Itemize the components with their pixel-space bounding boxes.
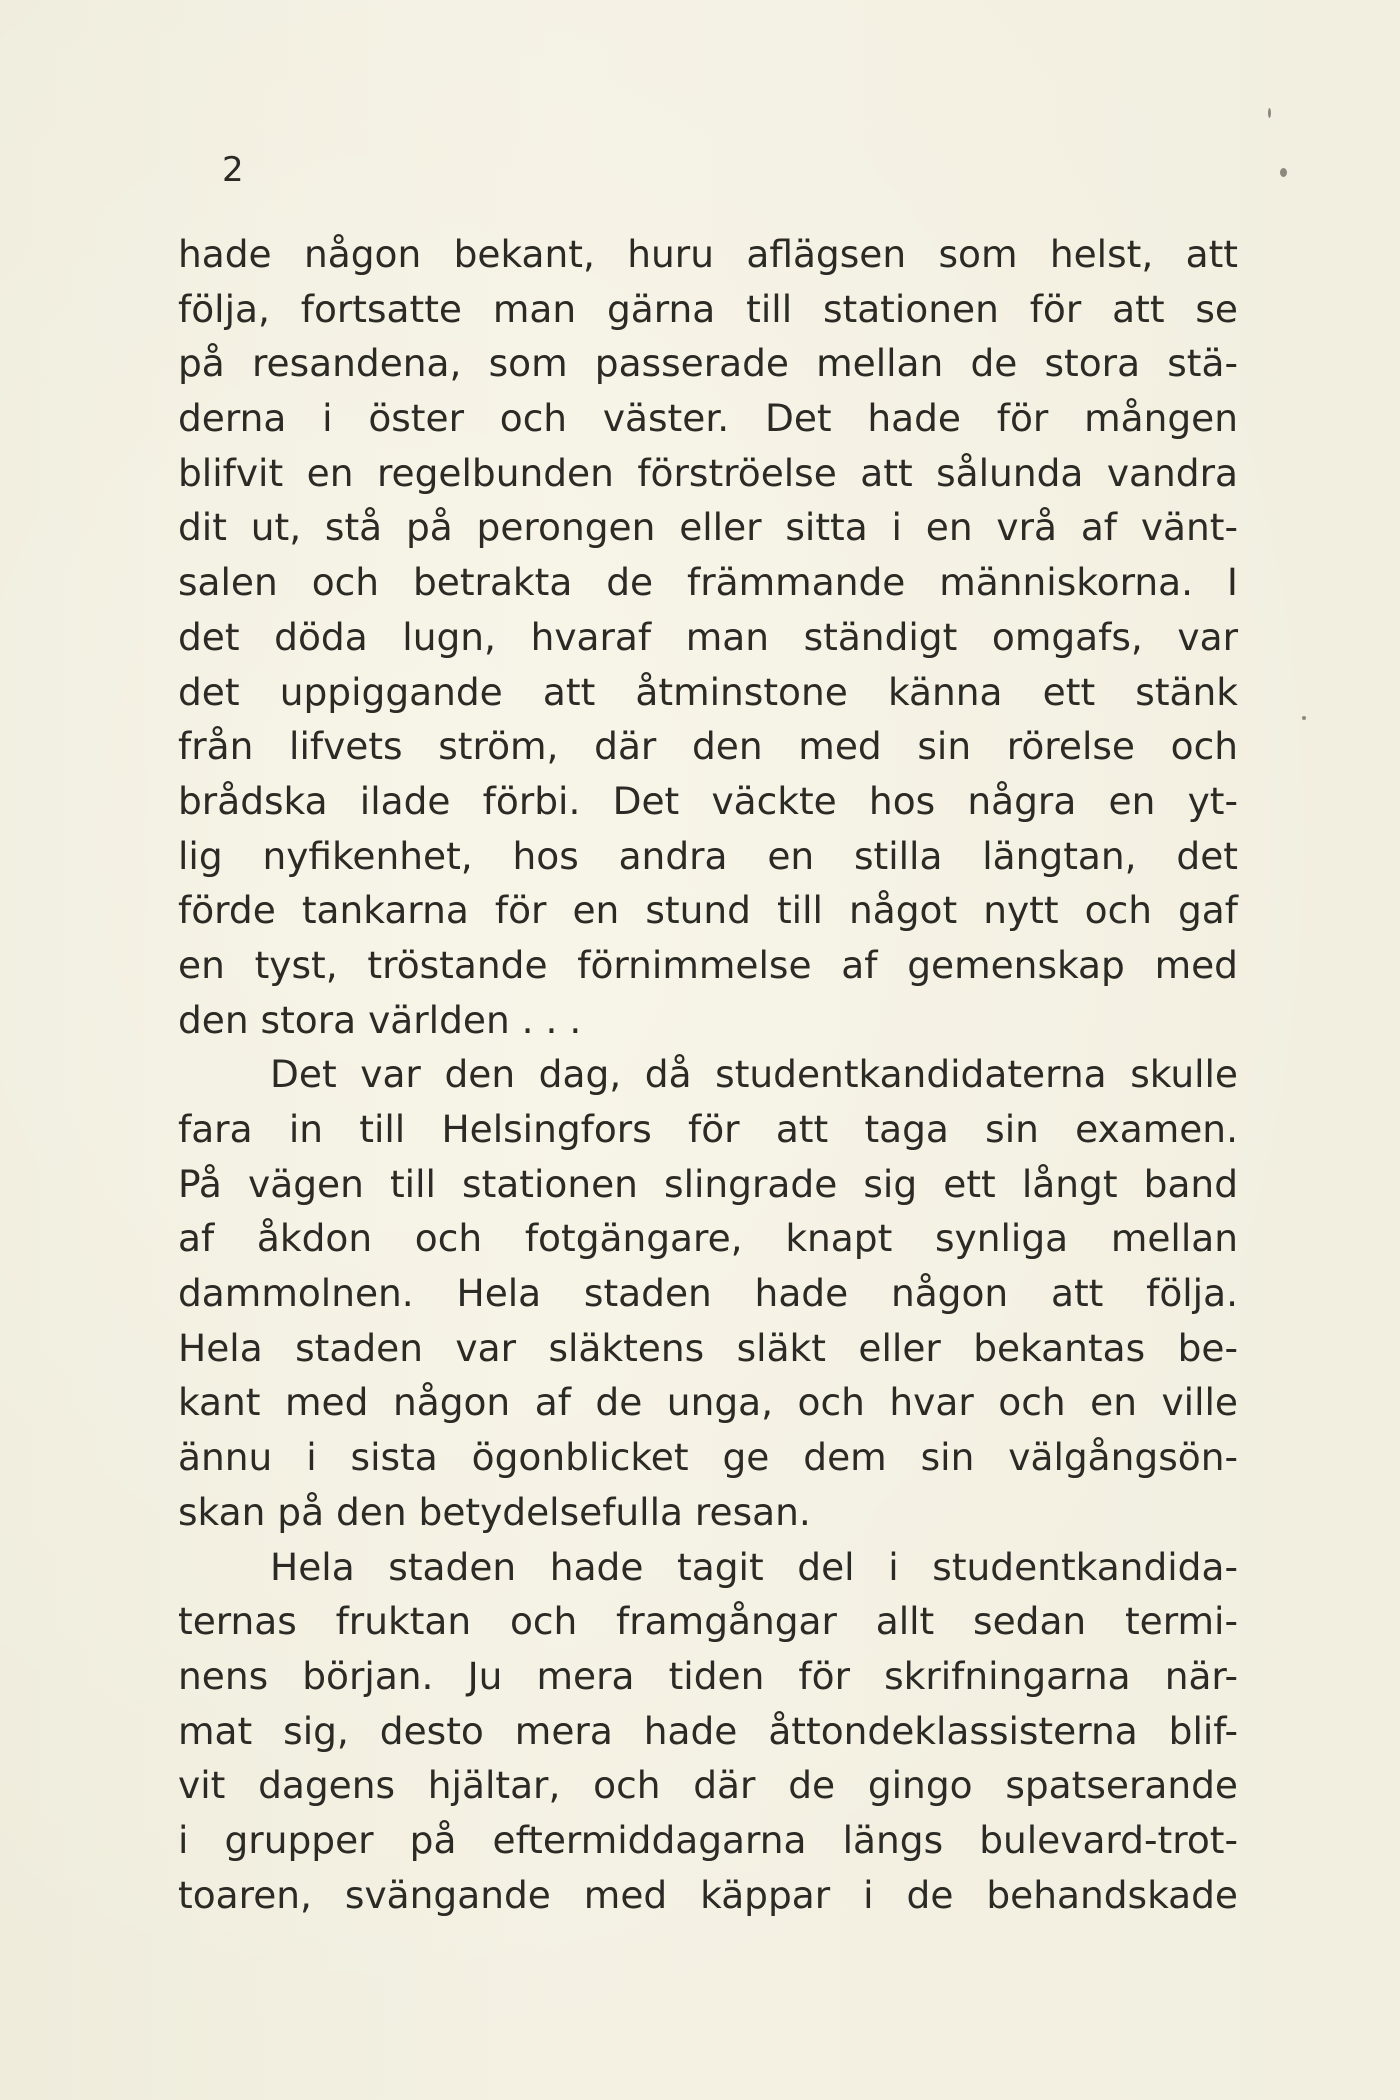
text-line: ännu i sista ögonblicket ge dem sin välgångsön- <box>178 1435 1238 1480</box>
text-line: toaren, svängande med käppar i de behandskade <box>178 1872 1238 1917</box>
text-line: det döda lugn, hvaraf man ständigt omgafs, var <box>178 614 1238 659</box>
text-line: blifvit en regelbunden förströelse att sålunda vandra <box>178 450 1238 495</box>
text-line: den stora världen . . . <box>178 997 582 1042</box>
text-line: följa, fortsatte man gärna till stationen för att se <box>178 286 1238 331</box>
text-line: i grupper på eftermiddagarna längs bulevard-trot- <box>178 1817 1238 1862</box>
text-line: Hela staden hade tagit del i studentkandida- <box>270 1544 1238 1589</box>
text-line: hade någon bekant, huru aflägsen som helst, att <box>178 232 1238 276</box>
text-line: På vägen till stationen slingrade sig ett långt band <box>178 1161 1238 1206</box>
text-line: derna i öster och väster. Det hade för mången <box>178 396 1238 441</box>
text-line: af åkdon och fotgängare, knapt synliga mellan <box>178 1216 1238 1261</box>
text-line: vit dagens hjältar, och där de gingo spatserande <box>178 1763 1238 1808</box>
text-line: dit ut, stå på perongen eller sitta i en vrå af vänt- <box>178 505 1238 550</box>
text-line: salen och betrakta de främmande människorna. I <box>178 560 1238 605</box>
text-line: förde tankarna för en stund till något nytt och gaf <box>178 888 1238 933</box>
paper-speck <box>1280 168 1287 177</box>
text-line: kant med någon af de unga, och hvar och en ville <box>178 1380 1238 1425</box>
text-line: lig nyfikenhet, hos andra en stilla längtan, det <box>178 833 1238 878</box>
text-line: från lifvets ström, där den med sin rörelse och <box>178 724 1238 769</box>
paper-speck <box>1302 716 1306 720</box>
text-line: mat sig, desto mera hade åttondeklassisterna blif- <box>178 1708 1238 1753</box>
page-number: 2 <box>222 150 244 190</box>
text-line: nens början. Ju mera tiden för skrifningarna när- <box>178 1653 1238 1698</box>
text-line: Hela staden var släktens släkt eller bekantas be- <box>178 1325 1238 1370</box>
text-line: skan på den betydelsefulla resan. <box>178 1489 811 1534</box>
text-line: på resandena, som passerade mellan de stora stä- <box>178 341 1238 386</box>
text-line: fara in till Helsingfors för att taga sin examen. <box>178 1107 1238 1151</box>
text-line: en tyst, tröstande förnimmelse af gemenskap med <box>178 942 1238 987</box>
text-line: brådska ilade förbi. Det väckte hos några en yt- <box>178 778 1238 823</box>
text-line: det uppiggande att åtminstone känna ett stänk <box>178 669 1238 714</box>
text-line: dammolnen. Hela staden hade någon att följa. <box>178 1271 1238 1316</box>
text-line: ternas fruktan och framgångar allt sedan termi- <box>178 1599 1238 1644</box>
paper-speck <box>1268 108 1271 118</box>
body-text <box>178 227 1238 1922</box>
text-line: Det var den dag, då studentkandidaterna skulle <box>270 1052 1238 1097</box>
